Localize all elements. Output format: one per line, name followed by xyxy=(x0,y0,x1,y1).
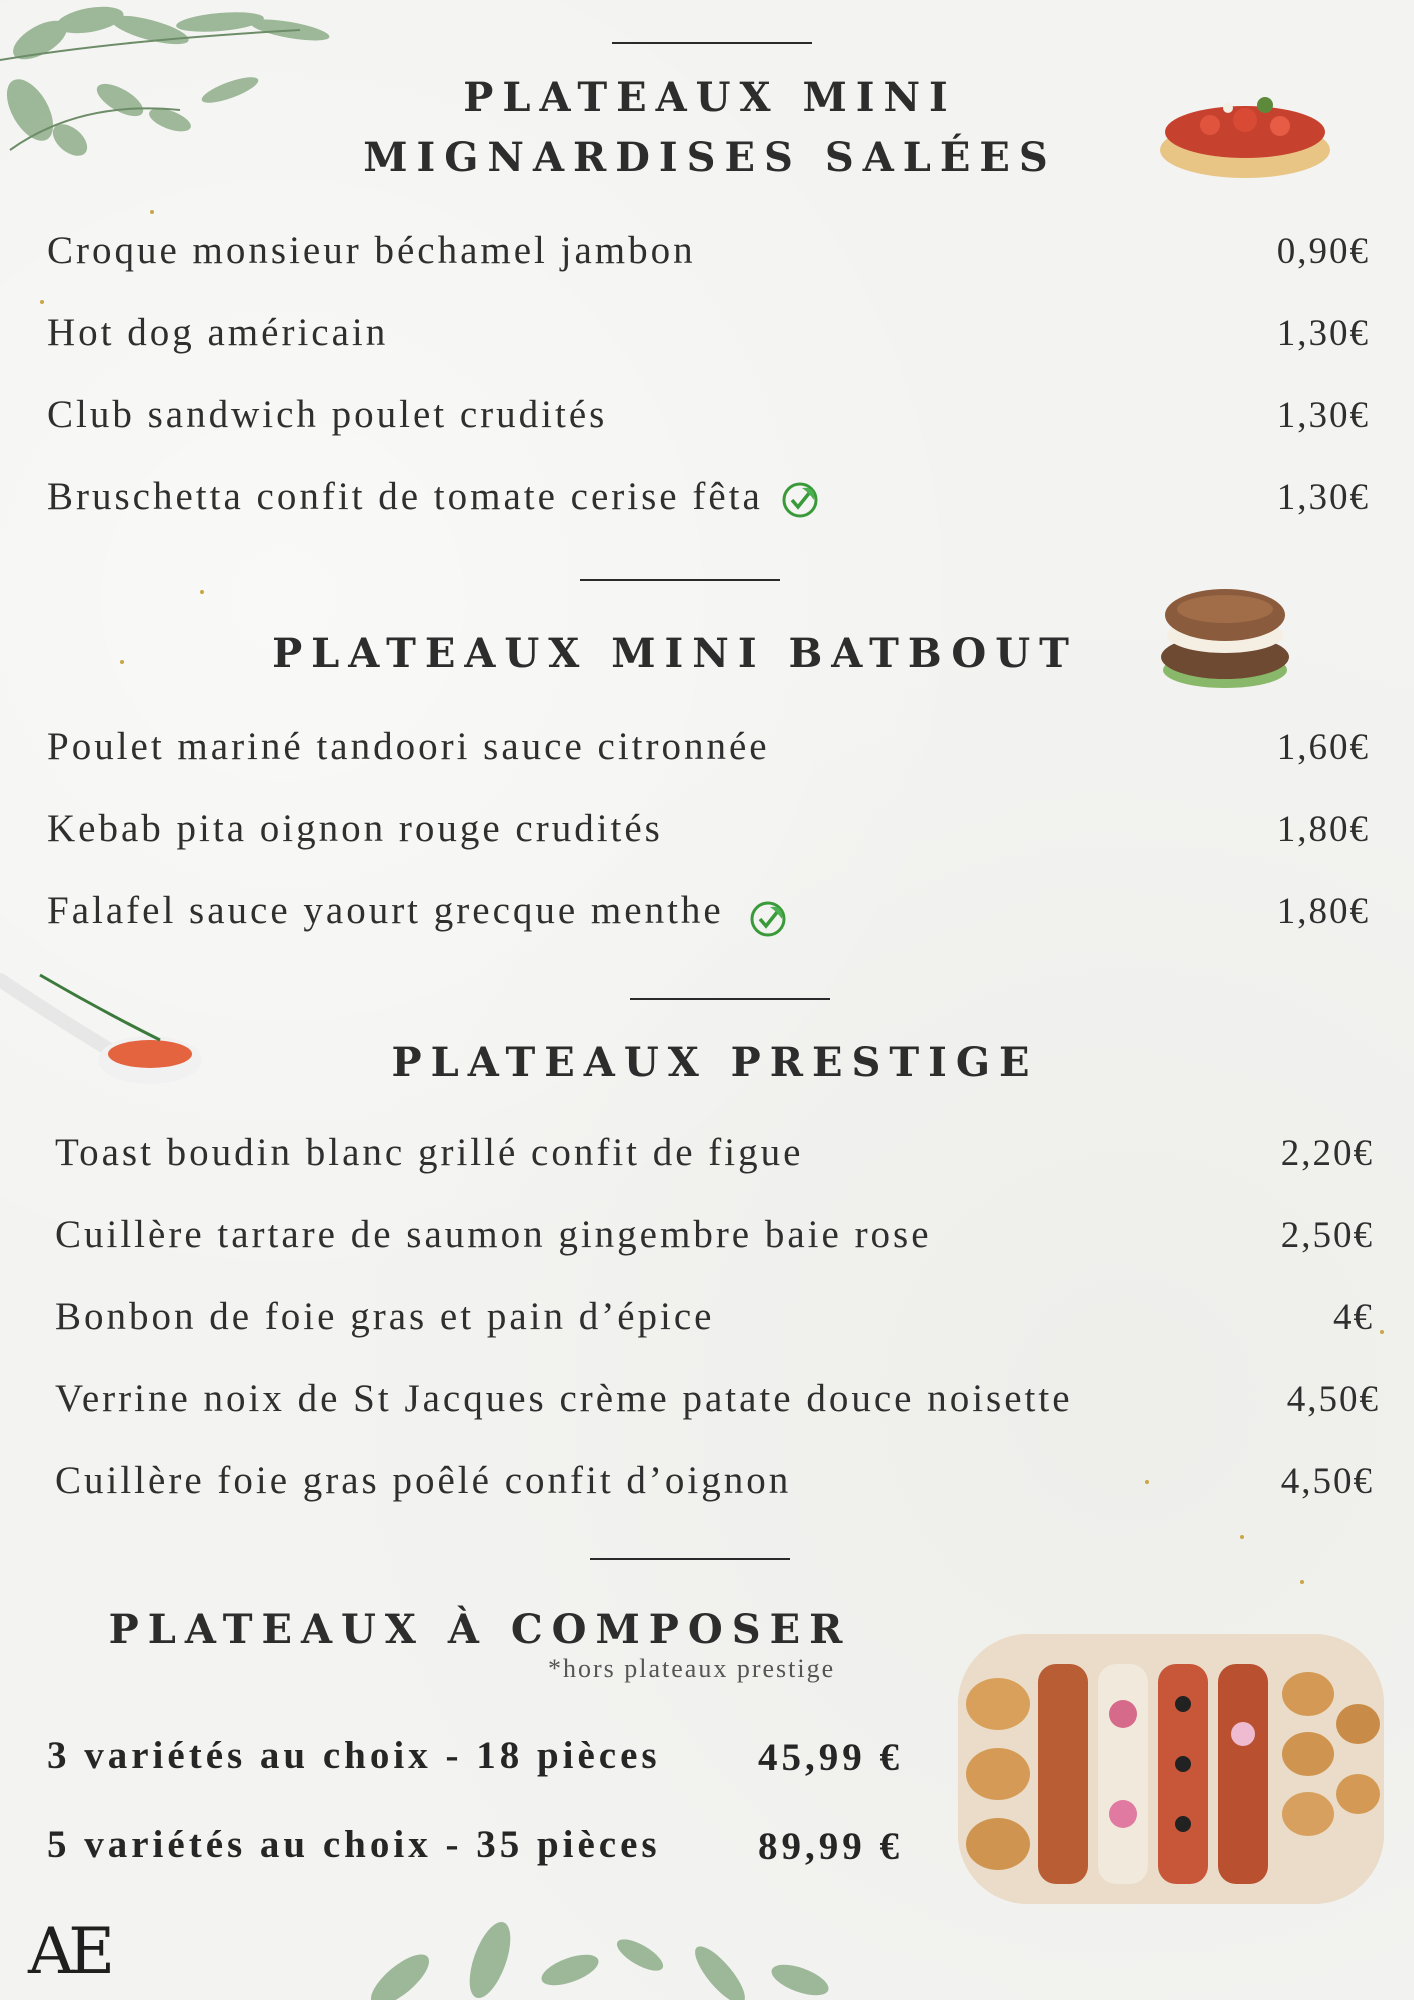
brand-logo xyxy=(28,1912,109,1992)
gold-speckle xyxy=(1300,1580,1304,1584)
menu-item-price: 2,50€ xyxy=(1280,1215,1374,1256)
section-divider xyxy=(612,42,812,44)
section-divider xyxy=(630,998,830,1000)
batbout-image xyxy=(1150,585,1300,695)
gold-speckle xyxy=(200,590,204,594)
menu-item-name: Cuillère foie gras poêlé confit d’oignon xyxy=(55,1459,792,1502)
composer-option-label: 3 variétés au choix - 18 pièces xyxy=(47,1734,661,1777)
foliage-top-left xyxy=(0,0,340,200)
menu-item-name: Poulet mariné tandoori sauce citronnée xyxy=(47,725,770,768)
menu-item-name: Croque monsieur béchamel jambon xyxy=(47,229,696,272)
menu-item-row-vegetarian xyxy=(47,474,820,520)
section-title-composer: PLATEAUX À COMPOSER xyxy=(108,1606,852,1653)
section-divider xyxy=(580,579,780,581)
bruschetta-image xyxy=(1150,60,1340,190)
logo-text: AE xyxy=(28,1915,109,1989)
menu-item-name: Bruschetta confit de tomate cerise fêta xyxy=(47,475,763,518)
menu-item-price: 1,80€ xyxy=(1276,809,1370,850)
menu-item-name: Club sandwich poulet crudités xyxy=(47,393,608,436)
menu-item-name: Bonbon de foie gras et pain d’épice xyxy=(55,1295,715,1338)
menu-item-price: 2,20€ xyxy=(1280,1133,1374,1174)
gold-speckle xyxy=(40,300,44,304)
menu-item-price: 1,30€ xyxy=(1276,313,1370,354)
section-title-prestige: PLATEAUX PRESTIGE xyxy=(391,1039,1039,1086)
salmon-spoon-image xyxy=(0,970,210,1100)
menu-item-price: 1,80€ xyxy=(1276,891,1370,932)
composer-option-price: 89,99 € xyxy=(758,1825,903,1868)
menu-item-name: Cuillère tartare de saumon gingembre baie rose xyxy=(55,1213,932,1256)
menu-item-price: 1,30€ xyxy=(1276,477,1370,518)
section-divider xyxy=(590,1558,790,1560)
composer-option-label: 5 variétés au choix - 35 pièces xyxy=(47,1823,661,1866)
leaf-check-icon xyxy=(780,480,820,520)
menu-item-name: Hot dog américain xyxy=(47,311,389,354)
leaf-check-icon xyxy=(748,899,788,939)
menu-item-price: 1,60€ xyxy=(1276,727,1370,768)
menu-item-price: 4,50€ xyxy=(1280,1461,1374,1502)
foliage-bottom xyxy=(340,1900,900,2000)
menu-item-name: Falafel sauce yaourt grecque menthe xyxy=(47,889,724,932)
platter-photo xyxy=(958,1634,1384,1904)
gold-speckle xyxy=(1380,1330,1384,1334)
title-line-2: MIGNARDISES SALÉES xyxy=(363,134,1057,181)
composer-option-price: 45,99 € xyxy=(758,1736,903,1779)
gold-speckle xyxy=(1145,1480,1149,1484)
menu-item-name: Kebab pita oignon rouge crudités xyxy=(47,807,663,850)
menu-item-name: Verrine noix de St Jacques crème patate douce noisette xyxy=(55,1377,1073,1420)
section-title-salees xyxy=(300,68,1120,188)
gold-speckle xyxy=(1240,1535,1244,1539)
menu-item-name: Toast boudin blanc grillé confit de figue xyxy=(55,1131,804,1174)
menu-item-price: 0,90€ xyxy=(1276,231,1370,272)
menu-item-price: 4,50€ xyxy=(1286,1379,1380,1420)
composer-note: *hors plateaux prestige xyxy=(548,1654,836,1683)
menu-item-price: 1,30€ xyxy=(1276,395,1370,436)
gold-speckle xyxy=(150,210,154,214)
menu-item-row-vegetarian xyxy=(47,888,788,939)
menu-item-price: 4€ xyxy=(1333,1297,1374,1338)
section-title-batbout: PLATEAUX MINI BATBOUT xyxy=(272,630,1078,677)
gold-speckle xyxy=(120,660,124,664)
title-line-1: PLATEAUX MINI xyxy=(463,74,957,121)
